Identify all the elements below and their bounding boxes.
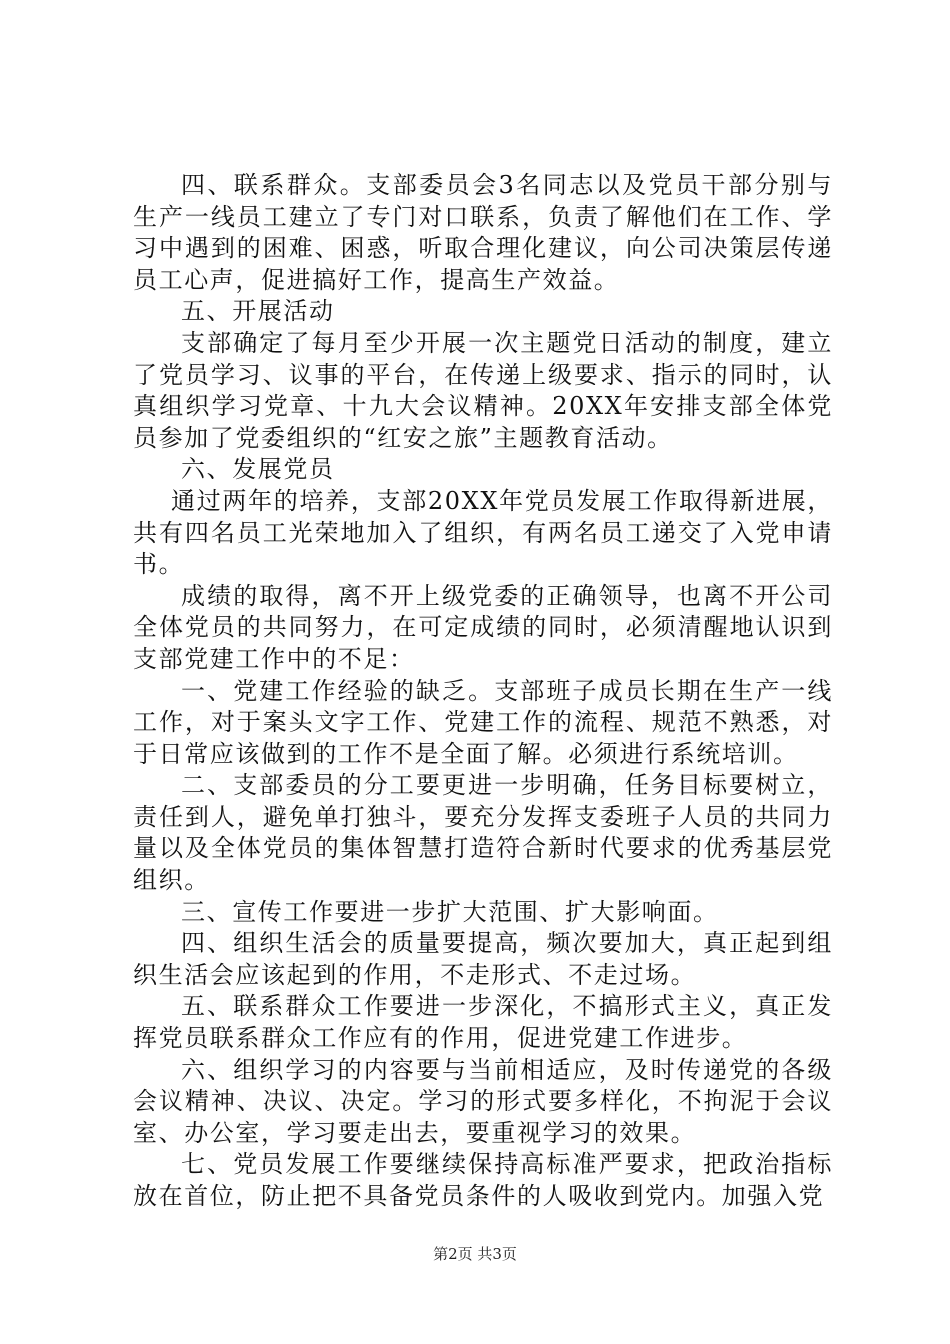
paragraph-11: 五、联系群众工作要进一步深化，不搞形式主义，真正发挥党员联系群众工作应有的作用，促进党建工作进步。 xyxy=(133,992,833,1053)
paragraph-10: 四、组织生活会的质量要提高，频次要加大，真正起到组织生活会应该起到的作用，不走形式、不走过场。 xyxy=(133,929,833,989)
paragraph-2-heading: 五、开展活动 xyxy=(181,297,335,326)
paragraph-13: 七、党员发展工作要继续保持高标准严要求，把政治指标放在首位，防止把不具备党员条件的人吸收到党内。加强入党 xyxy=(133,1150,833,1210)
page-footer xyxy=(0,1243,950,1264)
paragraph-4-heading: 六、发展党员 xyxy=(181,455,335,484)
paragraph-6: 成绩的取得，离不开上级党委的正确领导，也离不开公司全体党员的共同努力，在可定成绩的同时，必须清醒地认识到支部党建工作中的不足： xyxy=(133,581,833,673)
paragraph-3: 支部确定了每月至少开展一次主题党日活动的制度，建立了党员学习、议事的平台，在传递上级要求、指示的同时，认真组织学习党章、十九大会议精神。20XX年安排支部全体党员参加了党委组织的“红安之旅”主题教育活动。 xyxy=(133,328,833,452)
paragraph-7: 一、党建工作经验的缺乏。支部班子成员长期在生产一线工作，对于案头文字工作、党建工作的流程、规范不熟悉，对于日常应该做到的工作不是全面了解。必须进行系统培训。 xyxy=(133,676,833,768)
paragraph-5: 通过两年的培养，支部20XX年党员发展工作取得新进展，共有四名员工光荣地加入了组织，有两名员工递交了入党申请书。 xyxy=(133,486,833,579)
page-number-label: 第2页 共3页 xyxy=(433,1245,517,1263)
paragraph-9: 三、宣传工作要进一步扩大范围、扩大影响面。 xyxy=(181,897,719,926)
paragraph-1: 四、联系群众。支部委员会3名同志以及党员干部分别与生产一线员工建立了专门对口联系，负责了解他们在工作、学习中遇到的困难、困惑，听取合理化建议，向公司决策层传递员工心声，促进搞好工作，提高生产效益。 xyxy=(133,171,833,294)
document-body xyxy=(133,170,833,1213)
paragraph-8: 二、支部委员的分工要更进一步明确，任务目标要树立，责任到人，避免单打独斗，要充分发挥支委班子人员的共同力量以及全体党员的集体智慧打造符合新时代要求的优秀基层党组织。 xyxy=(133,771,833,895)
paragraph-12: 六、组织学习的内容要与当前相适应，及时传递党的各级会议精神、决议、决定。学习的形式要多样化，不拘泥于会议室、办公室，学习要走出去，要重视学习的效果。 xyxy=(133,1055,833,1147)
